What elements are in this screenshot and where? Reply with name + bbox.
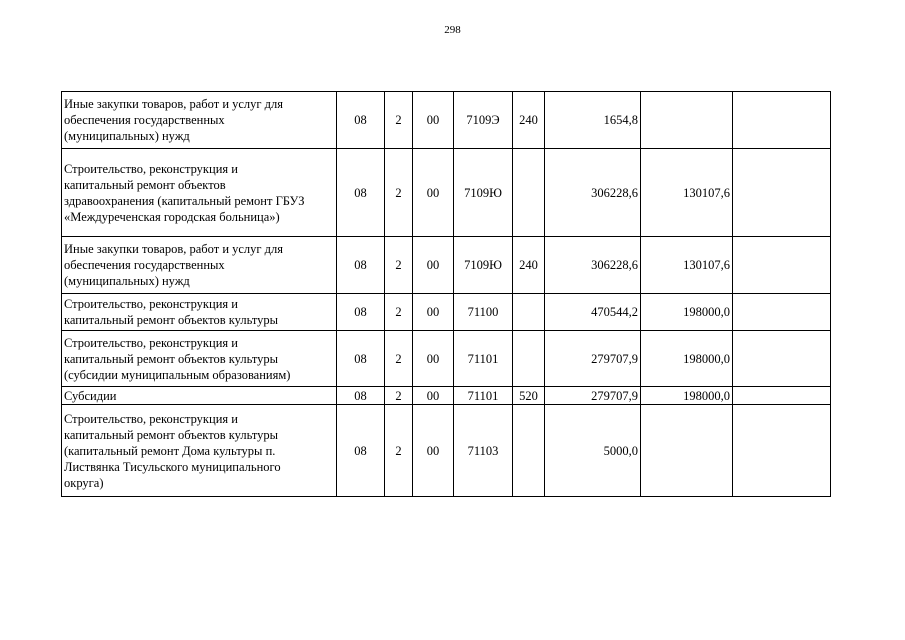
amount-3 xyxy=(733,405,831,497)
amount-1: 306228,6 xyxy=(545,237,641,294)
subsection-code: 2 xyxy=(385,149,413,237)
row-name: Субсидии xyxy=(62,387,337,405)
target-item-code: 7109Ю xyxy=(454,149,513,237)
amount-2: 198000,0 xyxy=(641,331,733,387)
expense-type-code: 240 xyxy=(513,92,545,149)
amount-2: 198000,0 xyxy=(641,294,733,331)
amount-3 xyxy=(733,92,831,149)
section-code: 08 xyxy=(337,387,385,405)
row-name: Иные закупки товаров, работ и услуг для обеспечения государственных (муниципальных) нужд xyxy=(62,92,337,149)
expense-type-code xyxy=(513,294,545,331)
amount-1: 5000,0 xyxy=(545,405,641,497)
section-code: 08 xyxy=(337,92,385,149)
target-item-code: 71103 xyxy=(454,405,513,497)
budget-table xyxy=(61,91,831,497)
section-code: 08 xyxy=(337,149,385,237)
program-code: 00 xyxy=(413,237,454,294)
amount-3 xyxy=(733,387,831,405)
target-item-code: 71101 xyxy=(454,331,513,387)
subsection-code: 2 xyxy=(385,92,413,149)
amount-1: 306228,6 xyxy=(545,149,641,237)
expense-type-code xyxy=(513,331,545,387)
amount-2: 198000,0 xyxy=(641,387,733,405)
row-name: Строительство, реконструкция и капитальный ремонт объектов культуры xyxy=(62,294,337,331)
section-code: 08 xyxy=(337,331,385,387)
program-code: 00 xyxy=(413,294,454,331)
table-row xyxy=(62,149,831,237)
amount-3 xyxy=(733,149,831,237)
program-code: 00 xyxy=(413,331,454,387)
table-row xyxy=(62,387,831,405)
program-code: 00 xyxy=(413,149,454,237)
program-code: 00 xyxy=(413,387,454,405)
amount-1: 279707,9 xyxy=(545,331,641,387)
amount-1: 1654,8 xyxy=(545,92,641,149)
amount-2 xyxy=(641,92,733,149)
row-name: Строительство, реконструкция и капитальный ремонт объектов культуры (капитальный ремонт Дома культуры п. Листвянка Тисульского муниципального округа) xyxy=(62,405,337,497)
target-item-code: 7109Э xyxy=(454,92,513,149)
row-name: Строительство, реконструкция и капитальный ремонт объектов культуры (субсидии муниципальным образованиям) xyxy=(62,331,337,387)
amount-3 xyxy=(733,237,831,294)
section-code: 08 xyxy=(337,237,385,294)
expense-type-code: 520 xyxy=(513,387,545,405)
table-row xyxy=(62,294,831,331)
page-number: 298 xyxy=(444,24,461,36)
program-code: 00 xyxy=(413,405,454,497)
amount-3 xyxy=(733,294,831,331)
amount-2 xyxy=(641,405,733,497)
row-name: Иные закупки товаров, работ и услуг для обеспечения государственных (муниципальных) нужд xyxy=(62,237,337,294)
subsection-code: 2 xyxy=(385,331,413,387)
amount-2: 130107,6 xyxy=(641,237,733,294)
section-code: 08 xyxy=(337,294,385,331)
table-row xyxy=(62,237,831,294)
target-item-code: 7109Ю xyxy=(454,237,513,294)
subsection-code: 2 xyxy=(385,237,413,294)
row-name: Строительство, реконструкция и капитальный ремонт объектов здравоохранения (капитальный ремонт ГБУЗ «Междуреченская городская больница») xyxy=(62,149,337,237)
program-code: 00 xyxy=(413,92,454,149)
table-row xyxy=(62,331,831,387)
expense-type-code xyxy=(513,149,545,237)
subsection-code: 2 xyxy=(385,405,413,497)
subsection-code: 2 xyxy=(385,387,413,405)
subsection-code: 2 xyxy=(385,294,413,331)
amount-3 xyxy=(733,331,831,387)
amount-1: 279707,9 xyxy=(545,387,641,405)
amount-2: 130107,6 xyxy=(641,149,733,237)
section-code: 08 xyxy=(337,405,385,497)
target-item-code: 71101 xyxy=(454,387,513,405)
expense-type-code: 240 xyxy=(513,237,545,294)
table-row xyxy=(62,92,831,149)
amount-1: 470544,2 xyxy=(545,294,641,331)
target-item-code: 71100 xyxy=(454,294,513,331)
expense-type-code xyxy=(513,405,545,497)
table-row xyxy=(62,405,831,497)
